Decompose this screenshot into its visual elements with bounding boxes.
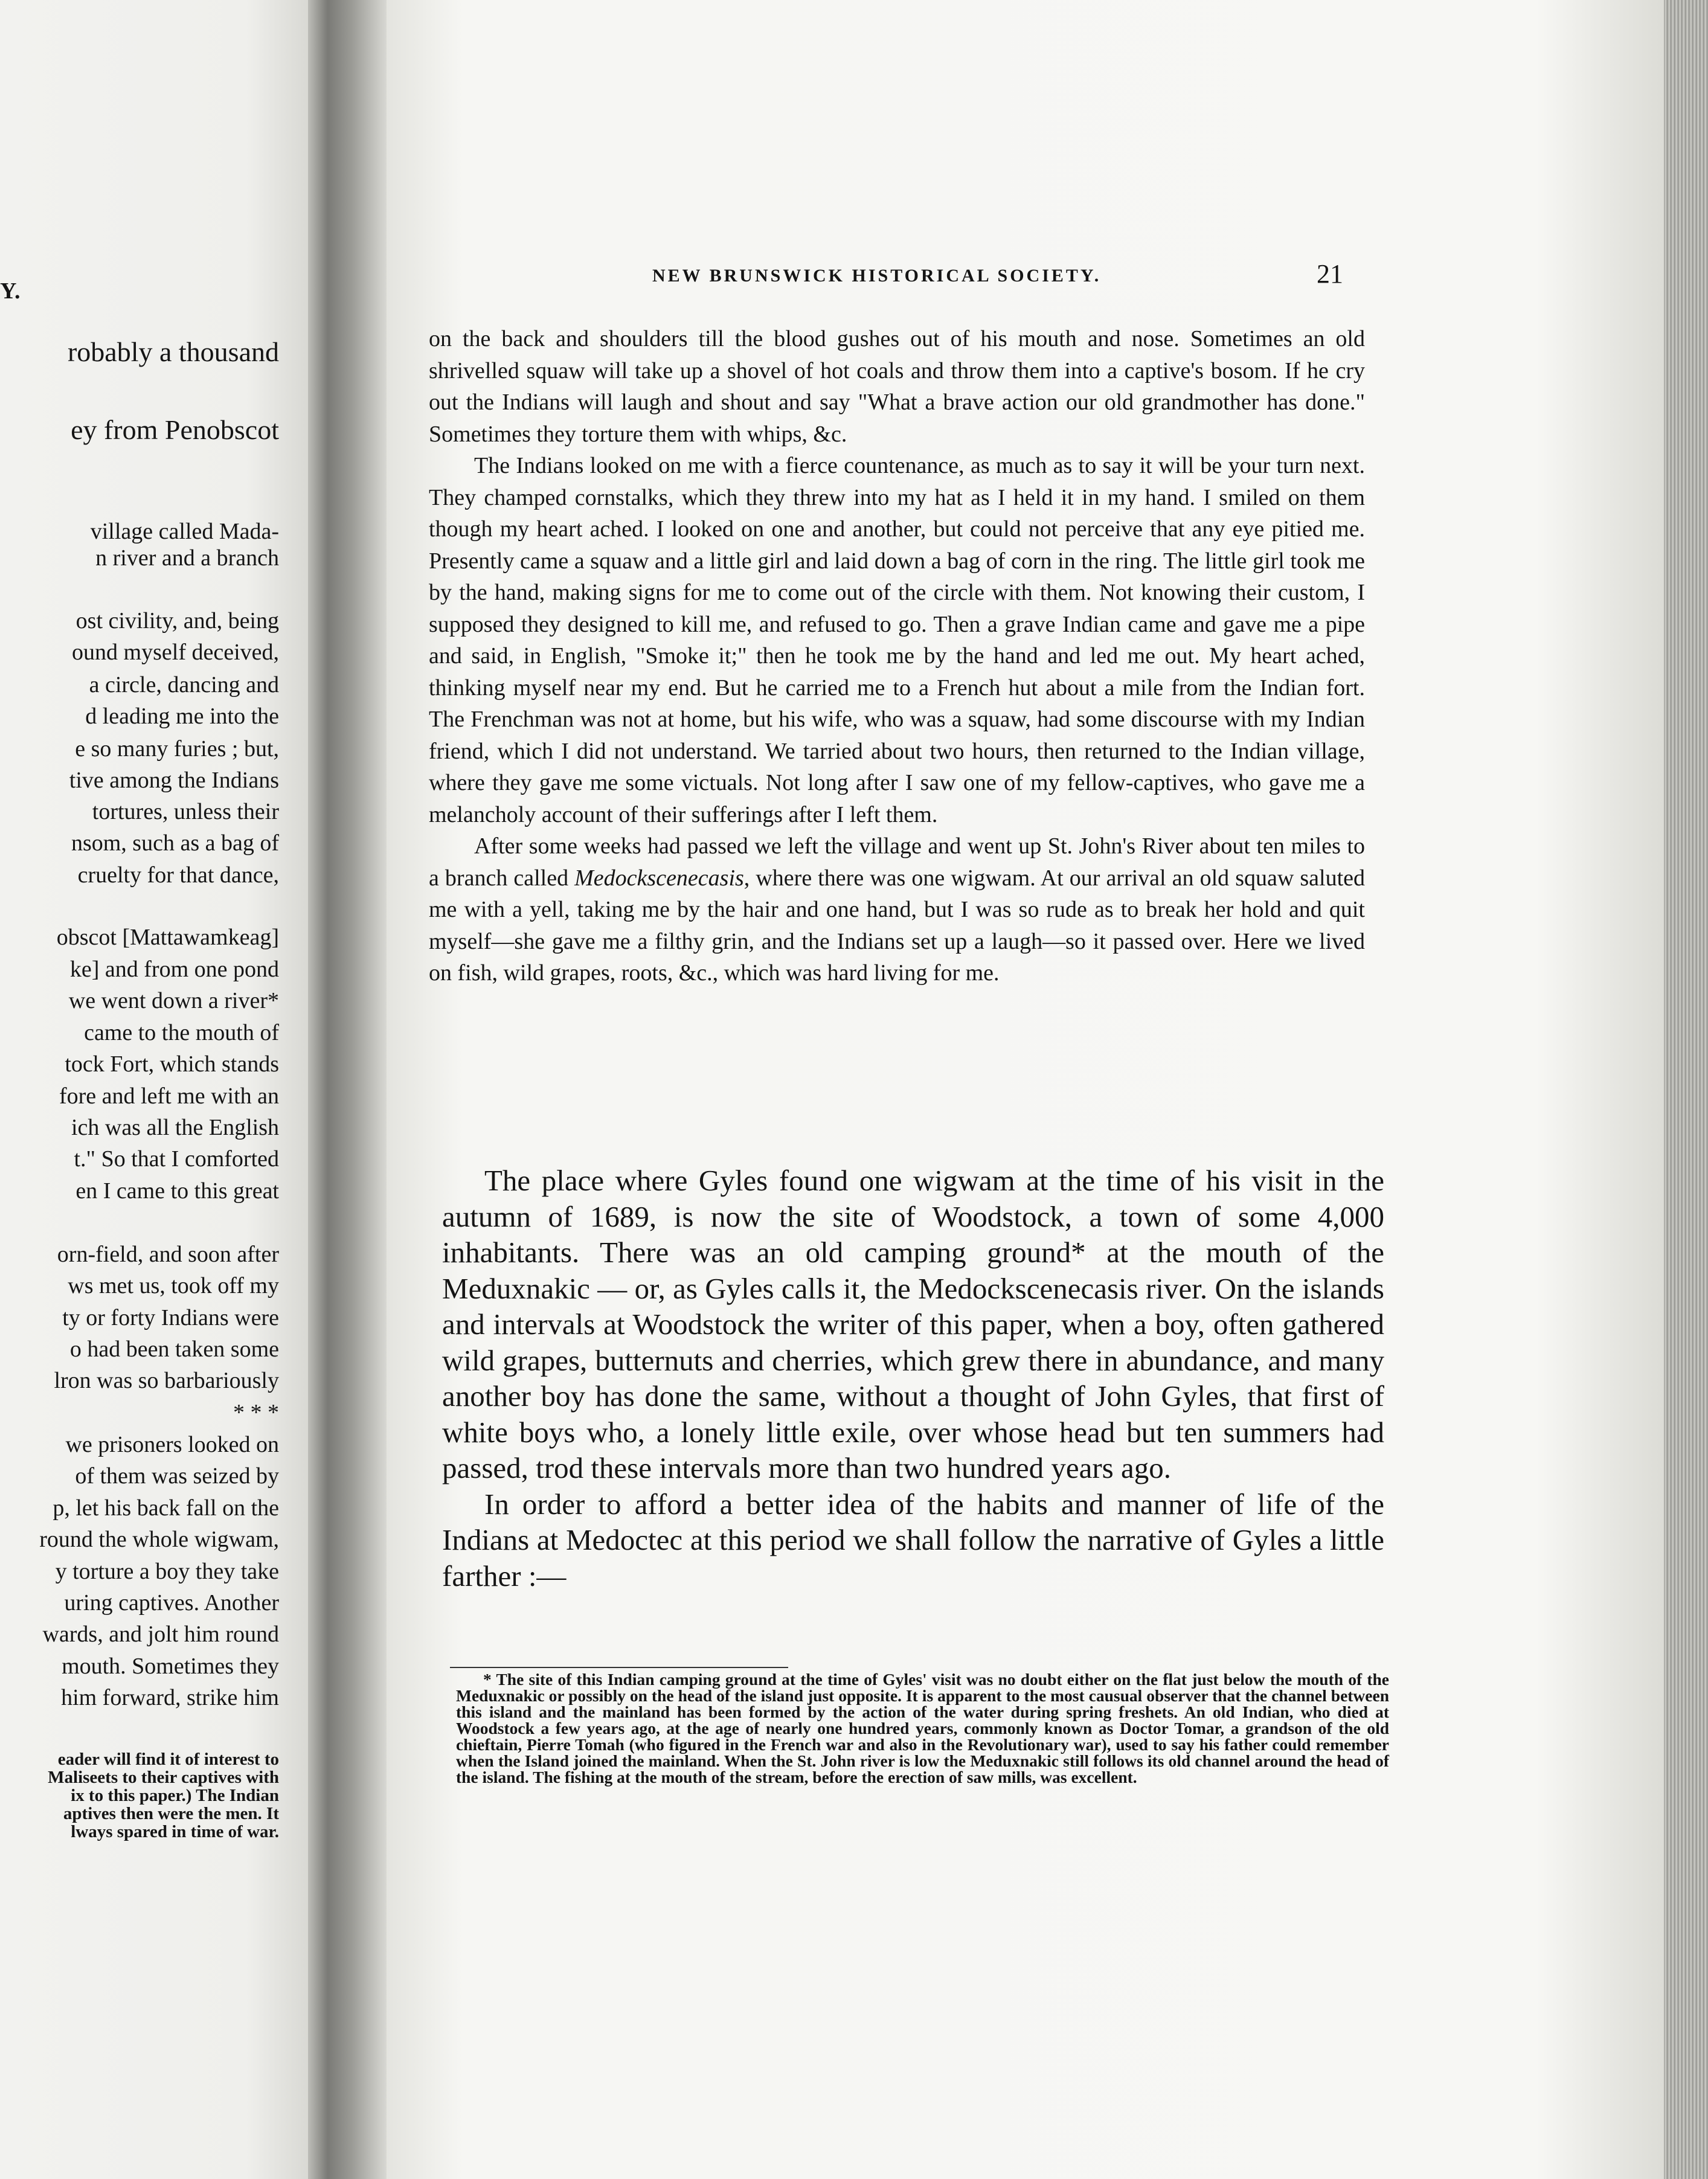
left-page-line: ws met us, took off my [68,1273,279,1298]
quote-paragraph: on the back and shoulders till the blood gushes out of his mouth and nose. Sometimes an old shrivelled squaw will take up a shovel of hot coals and throw them into a captive's bosom. If he cry out the Indians will laugh and shout and say "What a brave action our old grandmother has done." Sometimes they torture them with whips, &c. [429,326,1365,447]
left-page-line: n river and a branch [95,545,279,571]
quote-paragraph [429,830,1365,989]
running-head: NEW BRUNSWICK HISTORICAL SOCIETY. [652,266,1102,286]
left-page-line: fore and left me with an [59,1083,279,1109]
left-page-line: ix to this paper.) The Indian [71,1786,279,1805]
left-page-line: * * * [233,1400,279,1425]
left-page-line: cruelty for that dance, [77,862,279,888]
left-page-line: we prisoners looked on [65,1432,279,1457]
left-page-line: en I came to this great [75,1178,279,1204]
left-page-line: o had been taken some [69,1337,279,1362]
left-page-line: obscot [Mattawamkeag] [56,925,279,950]
left-page-line: him forward, strike him [61,1685,279,1710]
footnote-text: * The site of this Indian camping ground at the time of Gyles' visit was no doubt either on the flat just below the mouth of the Meduxnakic or possibly on the head of the island just opposite. It is apparent to the most causual observer that the channel between this island and the mainland has been formed by the action of the water during spring freshets. An old Indian, who died at Woodstock a few years ago, at the age of nearly one hundred years, commonly known as Doctor Tomar, a grandson of the old chieftain, Pierre Tomah (who figured in the French war and also in the Revolutionary war), used to say his father could remember when the Island joined the mainland. When the St. John river is low the Meduxnakic still follows its old channel around the head of the island. The fishing at the mouth of the stream, before the erection of saw mills, was excellent. [456,1670,1389,1786]
left-page-line: p, let his back fall on the [53,1495,279,1521]
left-page-line: tive among the Indians [69,768,279,793]
right-page [387,0,1664,2179]
left-page-line: ost civility, and, being [75,608,279,634]
left-page-line: ound myself deceived, [72,640,279,665]
left-page-line: Maliseets to their captives with [48,1768,279,1787]
left-page-line: tock Fort, which stands [65,1051,279,1077]
quote-text: After some weeks had passed we left the village and went up St. John's River about ten miles to a branch called [429,833,1365,891]
quote-italic-name: Medockscenecasis [574,865,744,891]
left-page-line: eader will find it of interest to [57,1750,279,1769]
left-page-line: mouth. Sometimes they [62,1654,279,1679]
left-page-line: lron was so barbariously [54,1368,279,1393]
left-page-line: ty or forty Indians were [62,1305,279,1330]
left-page-line: aptives then were the men. It [63,1804,279,1823]
left-page-line: uring captives. Another [64,1590,279,1616]
left-page-line: ich was all the English [71,1115,279,1140]
left-page-line: ke] and from one pond [69,957,279,982]
left-page-line: wards, and jolt him round [42,1622,279,1647]
left-page-line: we went down a river* [68,988,279,1013]
left-page-line: e so many furies ; but, [75,736,279,762]
page-number: 21 [1317,259,1343,289]
book-gutter [308,0,387,2179]
left-page-line: lways spared in time of war. [71,1822,279,1841]
left-page-line: d leading me into the [85,704,279,729]
left-page-line: y torture a boy they take [55,1559,279,1584]
left-page-line: tortures, unless their [92,799,279,824]
left-page-line: Y. [0,278,21,304]
quote-paragraph: The Indians looked on me with a fierce countenance, as much as to say it will be your turn next. They champed cornstalks, which they threw into my hat as I held it in my hand. I smiled on them though my heart ached. I looked on one and another, but could not perceive that any eye pitied me. Presently came a squaw and a little girl and laid down a bag of corn in the ring. The little girl took me by the hand, making signs for me to come out of the circle with them. Not knowing their custom, I supposed they designed to kill me, and refused to go. Then a grave Indian came and gave me a pipe and said, in English, "Smoke it;" then he took me by the hand and led me out. My heart ached, thinking myself near my end. But he carried me to a French hut about a mile from the Indian fort. The Frenchman was not at home, but his wife, who was a squaw, had some discourse with my Indian friend, which I did not understand. We tarried about two hours, then returned to the Indian village, where they gave me some victuals. Not long after I saw one of my fellow-captives, who gave me a melancholy account of their sufferings after I left them. [429,453,1365,827]
left-page-line: a circle, dancing and [89,672,279,698]
body-paragraph: In order to afford a better idea of the habits and manner of life of the Indians at Medoctec at this period we shall follow the narrative of Gyles a little farther :— [442,1487,1384,1593]
quoted-narrative [429,323,1365,989]
left-page-line: round the whole wigwam, [39,1527,279,1552]
left-page-line: nsom, such as a bag of [71,830,279,856]
left-page-line: ey from Penobscot [71,414,279,445]
left-page-line: robably a thousand [67,336,279,367]
body-text [442,1163,1384,1594]
quote-text: , where there was one wigwam. At our arrival an old squaw saluted me with a yell, taking me by the hair and one hand, but I was so rude as to break her hold and quit myself—she gave me a filthy grin, and the Indians set up a laugh—so it passed over. Here we lived on fish, wild grapes, roots, &c., which was hard living for me. [429,865,1365,986]
page-edges [1664,0,1708,2179]
left-page-line: of them was seized by [75,1463,279,1489]
body-paragraph: The place where Gyles found one wigwam at the time of his visit in the autumn of 1689, is now the site of Woodstock, a town of some 4,000 inhabitants. There was an old camping ground* at the mouth of the Meduxnakic — or, as Gyles calls it, the Medockscenecasis river. On the islands and intervals at Woodstock the writer of this paper, when a boy, often gathered wild grapes, butternuts and cherries, which grew there in abundance, and many another boy has done the same, without a thought of John Gyles, that first of white boys who, a lonely little exile, over whose head but ten summers had passed, trod these intervals more than two hundred years ago. [442,1164,1384,1484]
left-page-fragment [0,0,308,2179]
left-page-line: village called Mada- [90,519,279,544]
left-page-line: t." So that I comforted [74,1146,279,1172]
left-page-line: orn-field, and soon after [57,1242,279,1267]
footnote-rule [450,1667,788,1668]
footnote [456,1671,1389,1785]
left-page-line: came to the mouth of [84,1020,279,1045]
